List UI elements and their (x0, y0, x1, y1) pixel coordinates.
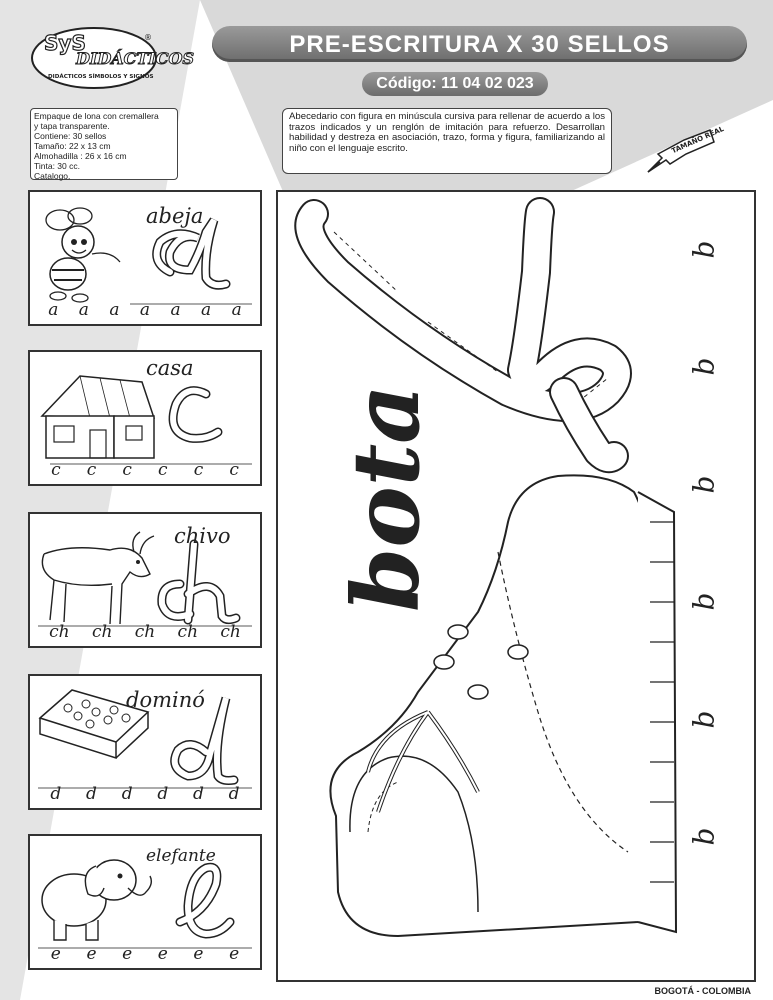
title-banner (212, 26, 747, 62)
page-title: PRE-ESCRITURA X 30 SELLOS (289, 31, 670, 58)
practice-letter: c (158, 460, 168, 480)
letter-card-c (28, 350, 262, 486)
practice-row (38, 622, 252, 642)
practice-letter: ch (91, 622, 113, 642)
practice-letter: b (687, 710, 721, 729)
letter-card-ch (28, 512, 262, 648)
practice-letter: d (121, 784, 133, 804)
card-word: elefante (146, 846, 216, 866)
letter-card-e (28, 834, 262, 970)
practice-letter: a (170, 300, 181, 320)
practice-letter: a (109, 300, 120, 320)
description-box (282, 108, 612, 174)
main-letter-panel (276, 190, 756, 982)
practice-letter: a (231, 300, 242, 320)
practice-letter: c (86, 460, 97, 480)
spec-line: Empaque de lona con cremallera (34, 111, 159, 121)
practice-letter: c (193, 460, 204, 480)
practice-letter: e (86, 944, 97, 964)
practice-letter: e (122, 944, 133, 964)
practice-letter: a (78, 300, 89, 320)
card-word: dominó (126, 688, 205, 712)
practice-letter: e (157, 944, 168, 964)
spec-line: Almohadilla : 26 x 16 cm (34, 151, 127, 161)
specifications-box (30, 108, 178, 180)
practice-letter: c (51, 460, 61, 480)
practice-letter: b (687, 592, 721, 611)
spec-line: Catalogo. (34, 171, 71, 181)
footer-location: BOGOTÁ - COLOMBIA (654, 986, 751, 996)
spec-line: y tapa transparente. (34, 121, 110, 131)
letter-card-a (28, 190, 262, 326)
letter-card-d (28, 674, 262, 810)
spec-line: Contiene: 30 sellos (34, 131, 107, 141)
card-word: chivo (174, 524, 231, 548)
product-code: Código: 11 04 02 023 (376, 75, 534, 92)
practice-row (38, 460, 252, 480)
spec-line: Tamaño: 22 x 13 cm (34, 141, 111, 151)
practice-letter: b (687, 827, 721, 846)
practice-letter: c (122, 460, 132, 480)
real-size-badge (640, 120, 726, 180)
company-logo (30, 26, 194, 90)
main-practice-column (674, 212, 734, 846)
size-badge-label: TAMAÑO REAL (670, 124, 726, 156)
description-text: Abecedario con figura en minúscula cursiva para rellenar de acuerdo a los trazos indicados y un renglón de imitación para refuerzo. Desarrollan habilidad y destreza en asociación, trazo, forma y figura, familiarizando al niño con el lenguaje escrito. (289, 111, 605, 154)
practice-row (38, 784, 252, 804)
practice-letter: ch (49, 622, 70, 642)
practice-letter: a (48, 300, 59, 320)
practice-letter: b (687, 475, 721, 494)
practice-letter: d (50, 784, 62, 804)
practice-letter: d (193, 784, 204, 804)
svg-text:SyS: SyS (44, 31, 86, 55)
svg-text:DIDÁCTICOS SÍMBOLOS Y SIGNOS: DIDÁCTICOS SÍMBOLOS Y SIGNOS (48, 74, 154, 80)
practice-letter: c (229, 460, 239, 480)
practice-row (38, 944, 252, 964)
svg-text:DIDÁCTICOS: DIDÁCTICOS (76, 49, 194, 68)
practice-letter: ch (134, 622, 156, 642)
practice-letter: b (687, 240, 721, 259)
practice-letter: d (86, 784, 97, 804)
svg-text:®: ® (144, 33, 152, 42)
practice-letter: a (139, 300, 151, 320)
card-word: casa (146, 356, 194, 380)
spec-line: Tinta: 30 cc. (34, 161, 80, 171)
card-word: abeja (146, 204, 204, 228)
practice-letter: e (193, 944, 204, 964)
practice-row (38, 300, 252, 320)
practice-letter: d (228, 784, 240, 804)
practice-letter: b (687, 357, 721, 376)
main-word: bota (332, 384, 440, 612)
practice-letter: d (157, 784, 169, 804)
practice-letter: e (50, 944, 61, 964)
practice-letter: a (201, 300, 212, 320)
practice-letter: ch (177, 622, 199, 642)
product-code-badge (362, 72, 548, 96)
practice-letter: e (229, 944, 240, 964)
practice-letter: ch (220, 622, 241, 642)
